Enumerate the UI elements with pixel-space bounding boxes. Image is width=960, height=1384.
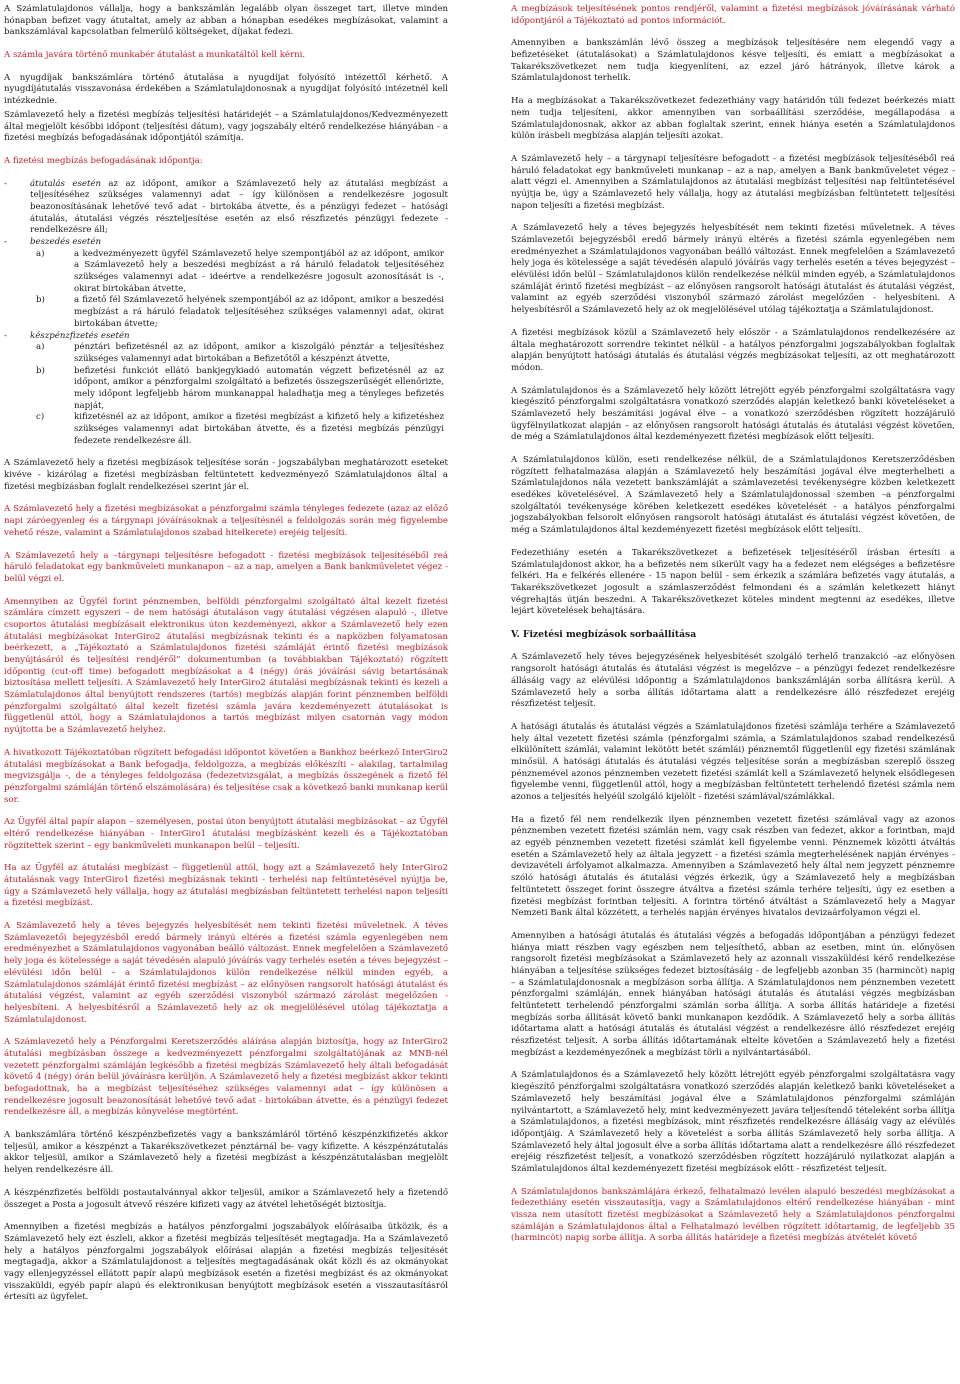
- paragraph-error-correction: A Számlavezető hely a téves bejegyzés helyesbítését nem tekinti fizetési műveletnek. A téves Számlavezetői bejegyzésből eredő bármely irányú eltérés a fizetési számla egyenlegében nem eredményezhet a Számlatulajdonos vagyonában beálló változást. Ennek megfelelően a Számlavezető hely joga és kötelessége a saját tévedésén alapuló jóváírás vagy terhelés esetén a téves bejegyzést – elévülési időn belül – a Számlatulajdonos külön rendelkezése nélkül minden egyéb, a Számlatulajdonos számláját érintő fizetési megbízást – az előnyösen rangsorolt hatósági átutalást és átutalási végzést, valamint az egyéb szerződési viszonyból származó zárolást megelőzően - helyesbíteni. A helyesbítésről a Számlavezető hely az ok megjelölésével utólag tájékoztatja a Számlatulajdonost.: [4, 921, 448, 1025]
- paragraph-debit-date: Ha az Ügyfél az átutalási megbízást – függetlenül attól, hogy azt a Számlavezető hely InterGiro2 átutalásnak vagy InterGiro1 fizetési megbízásnak tekinti - terhelési nap feltüntetésével nyújtja be, úgy a Számlavezető hely vállalja, hogy az átutalási megbízásban feltüntetett terhelési napon teljesíti a fizetési megbízást.: [4, 863, 448, 909]
- paragraph-paper-orders: Az Ügyfél által papír alapon – személyesen, postai úton benyújtott átutalási megbízásokat – az Ügyfél eltérő rendelkezése hiányában - InterGiro1 átutalási megbízásként kezeli és a Tájékoztatóban rögzítettek szerint – egy bankműveleti munkanapon belül – teljesíti.: [4, 817, 448, 851]
- paragraph-official-transfer: A hatósági átutalás és átutalási végzés a Számlatulajdonos fizetési számlája terhére a Számlavezető hely által vezetett fizetési számla (pénzforgalmi számla, a Számlatulajdonos szabad rendelkezésű elkülönített számlái, valamint lekötött betét számlái) pénznemtől függetlenül egy fizetési számlának minősül. A hatósági átutalás és átutalási végzés teljesítése során a megbízásban szereplő összeg pénznemével azonos pénznemben vezetett fizetési számlát kell a Számlavezető helynek elsődlegesen figyelembe venni, függetlenül attól, hogy a megbízásban feltüntetett terhelendő fizetési számla nem azonos a teljesítés helyéül szolgáló kijelölt - fizetési számlával/számlákkal.: [511, 721, 955, 803]
- paragraph-set-off: A Számlatulajdonos külön, eseti rendelkezése nélkül, de a Számlatulajdonos Keretszerződésben rögzített felhatalmazása alapján a Számlavezető hely beszámítási jogával élve megterhelheti a Számlatulajdonos nála vezetett bankszámláját a számlavezetési tevékenységre közben keletkezett esedékes követelésével. A Számlavezető hely a Számlatulajdonossal szemben –a pénzforgalmi szolgáltatói tevékenysége körében keletkezett esedékes követelését - a hatályos pénzforgalmi jogszabályokban felsorolt előnyösen rangsorolt hatósági átutalást és átutalási végzést követően, de még a Számlatulajdonos által kezdeményezett fizetési megbízások előtt teljesíti.: [511, 455, 955, 536]
- sub-item-collection-b: [4, 295, 448, 330]
- receipt-time-list: [4, 179, 448, 448]
- section-heading-queueing: V. Fizetési megbízások sorbaállítása: [511, 628, 697, 640]
- list-marker: -: [4, 178, 7, 189]
- list-item-collection: [4, 237, 448, 249]
- sub-item-cash-a: [4, 342, 448, 365]
- list-item-cash: [4, 331, 448, 343]
- sub-marker: a): [36, 342, 45, 353]
- paragraph-35-day-queue: Amennyiben a hatósági átutalás és átutalási végzés a befogadás időpontjában a pénzügyi fedezet hiánya miatt részben vagy egészben nem teljesíthető, abban az esetben, mint ún. előnyösen rangsorolt fizetési megbízásokat a Számlavezető hely az azonnali visszaküldési kérő rendelkezése hiányában a teljesítése szükséges fedezet biztosításáig - de legfeljebb azonban 35 (harmincöt) napig – a Számlatulajdonosnak a megbízáson sorba állítja. A Számlatulajdonos nem pénznemben vezetett pénzforgalmi számláján, ennek hiányában hatósági átutalás és átutalási végzés megbízásban feltüntetett terhelendő pénzforgalmi számlán sorba állítja. A sorba állítás határideje a fizetési megbízás sorba állítását követő banki munkanapon kezdődik. A Számlavezető hely a sorba állítás időtartama alatt a hatósági átutalás és átutalási végzést a rendelkezésre álló részfedezet erejéig részfizetést teljesít. A sorba állítás időtartamának eltelte követően a Számlavezető hely a fizetési megbízást a kezdeményezőnek a megbízást törli a nyilvántartásából.: [511, 930, 955, 1058]
- list-item-label: készpénzfizetés esetén: [30, 330, 130, 341]
- paragraph-shortfall-notice: Fedezethiány esetén a Takarékszövetkezet a befizetések teljesítéséről írásban értesíti a Számlatulajdonost akkor, ha a befizetés nem sikerült vagy ha a fedezet nem elégséges a befizetésre felkéri. Ha e felkérés ellenére - 15 napon belül - sem érkezik a számlára befizetés vagy átutalás, a Takarékszövetkezet jogosult a számlaszerződést felmondani és a számlán keletkezett hiányt végrehajtás útján beszedni. A Takarékszövetkezet köteles mindent megtenni az esedékes, illetve lejárt követelések behajtására.: [511, 547, 955, 617]
- paragraph-postal-order: A készpénzfizetés belföldi postautalvánnyal akkor teljesül, amikor a Számlavezető hely a fizetendő összeget a Posta a jogosult átvevő részére kifizeti vagy az átvétel lehetőségét biztosítja.: [4, 1187, 448, 1210]
- paragraph-processing-day: A Számlavezető hely – a tárgynapi teljesítésre befogadott - a fizetési megbízások teljesítéséből reá háruló feladatokat egy bankműveleti munkanap – az a nap, amelyen a Bank bankműveletet végez - alatt végzi el. Amennyiben a Számlatulajdonos az átutalási megbízást teljesítési nap feltüntetésével nyújtja be, úgy a Számlavezető hely vállalja, hogy az átutalási megbízásban feltüntetett teljesítési napon teljesíti a fizetési megbízást.: [511, 153, 955, 211]
- paragraph-insufficient-funds: Amennyiben a bankszámlán lévő összeg a megbízások teljesítésére nem elegendő vagy a befizetéseket (átutalásokat) a Számlatulajdonos késve teljesíti, és emiatt a megbízásokat a Takarékszövetkezet nem tudja kiegyenlíteni, az ezzel járó hátrányok, illetve károk a Számlatulajdonost terhelik.: [511, 38, 955, 84]
- paragraph-cash-execution: A bankszámlára történő készpénzbefizetés vagy a bankszámláról történő készpénzkifizetés akkor teljesül, amikor a készpénzt a Takarékszövetkezet pénztárnál be- vagy kifizette. A készpénzátutalás akkor teljesül, amikor a Számlavezető hely a fizetési megbízást a készpénzátutalásban megjelölt helyen rendelkezésre áll.: [4, 1130, 448, 1176]
- list-item-text: az az időpont, amikor a Számlavezető hely az átutalási megbízást a teljesítéséhez szükséges valamennyi adat – így különösen a rendelkezésre jogosult beazonosításának lehetővé tevő adat - birtokába átvette, és a pénzügyi fedezet – hatósági átutalás, átutalási végzés részteljesítése esetén az első részfizetés pénzügyi fedezete - rendelkezésre áll;: [30, 178, 448, 236]
- paragraph-coverage: A Számlavezető hely a fizetési megbízásokat a pénzforgalmi számla tényleges fedezete (azaz az előző napi záróegyenleg és a tárgynapi jóváírásoknak a teljesítésnél a feldolgozás során még figyelembe vehető része, valamint a Számlatulajdonos szabad hitelkerete) erejéig teljesíti.: [4, 504, 448, 538]
- paragraph-refusal: Amennyiben a fizetési megbízás a hatályos pénzforgalmi jogszabályok előírásaiba ütközik, és a Számlavezető hely ezt észleli, akkor a fizetési megbízás teljesítését megtagadja. Ha a Számlavezető hely a hatályos pénzforgalmi jogszabályok előírásai alapján a fizetési megbízás teljesítését megtagadja, akkor a Számlatulajdonost a teljesítés megtagadásának okát közli és az okmányokat vagy ellenjegyzéssel ellátott papír alapú megbízások esetén a fizetési megbízást és az okmányokat visszaküldi, egyéb papír alapú és elektronikusan benyújtott megbízások esetén a visszautasításról értesíti az ügyfelet.: [4, 1222, 448, 1303]
- list-item-label: beszedés esetén: [30, 237, 101, 247]
- sub-item-text: a kedvezményezett ügyfél Számlavezető helye szempontjából az az időpont, amikor a Számlavezető hely a beszedési megbízást a rá háruló feladatok teljesítéséhez szükséges valamennyi adat - ideértve a rendelkezésre jogosult azonosítását is -, okirat birtokában átvette,: [74, 248, 444, 294]
- sub-item-collection-a: [4, 249, 448, 296]
- paragraph-pension-transfer: A nyugdíjak bankszámlára történő átutalása a nyugdíjat folyósító intézettől kérhető. A nyugdíjátutalás visszavonása érdekében a Számlatulajdonosnak a nyugdíjat folyósító intézetnél kell intézkednie.: [4, 72, 448, 107]
- list-item-transfer: [4, 179, 448, 237]
- list-marker: -: [4, 330, 7, 341]
- paragraph-priority-orders: A fizetési megbízások közül a Számlavezető hely először - a Számlatulajdonos rendelkezésére az általa meghatározott sorrendre tekintet nélkül - a hatályos pénzforgalmi jogszabályokban foglaltak alapján benyújtott hatósági átutalás és átutalási végzés megbízásokat teljesíti, az ott meghatározott módon.: [511, 327, 955, 373]
- paragraph-correction-queue: A Számlavezető hely téves bejegyzésének helyesbítését szolgáló terhelő tranzakció –az előnyösen rangsorolt hatósági átutalás és átutalási végzést is megelőzve – a pénzügyi fedezet rendelkezésre állásáig vagy az elévülési időpontig a Számlatulajdonos bankszámláján sorba állításra kerül. A Számlavezető hely a sorba állítás időtartama alatt a rendelkezésre álló részfedezet erejéig részfizetést teljesít.: [511, 652, 955, 710]
- paragraph-same-day: A Számlavezető hely a –tárgynapi teljesítésre befogadott - fizetési megbízások teljesítéséből reá háruló feladatokat egy bankműveleti munkanapon – az a nap, amelyen a Bank bankműveletet végez - belül végzi el.: [4, 550, 448, 584]
- paragraph-wage-transfer: A számla javára történő munkabér átutalást a munkatáltól kell kérni.: [4, 50, 306, 61]
- sub-item-text: a fizető fél Számlavezető helyének szempontjából az az időpont, amikor a beszedési megbízást a rá háruló feladatok teljesítéséhez szükséges valamennyi adat, okirat birtokában átvette;: [74, 295, 444, 329]
- paragraph-bank-claims-queue: A Számlatulajdonos és a Számlavezető hely között létrejött egyéb pénzforgalmi szolgáltatásra vagy kiegészítő pénzforgalmi szolgáltatásra vonatkozó szerződés alapján keletkező banki követeléseket a Számlavezető hely beszámítási jogával élve a Számlatulajdonos pénzforgalmi számláján nyilvántartott, a Számlavezető hely, mint kedvezményezett javára teljesítendő tételeként sorba állítja a Számlatulajdonos, a fizetési megbízások, mint részfizetés rendelkezésre állásáig vagy az elévülés időpontjáig. A Számlavezető hely a követelést a sorba állítás Számlavezető hely sorba állítja. A Számlavezető hely által jogosult élve a sorba állítás időtartama alatt a rendelkezésre álló részfedezet erejéig részfizetést teljesít, a vonatkozó szerződésben rögzített hozzájáruló nyilatkozat alapján a Számlatulajdonos által kezdeményezett fizetési megbízások előtt - részfizetést teljesít.: [511, 1070, 955, 1174]
- sub-marker: b): [36, 365, 45, 376]
- paragraph-four-hour-credit: A Számlavezető hely a Pénzforgalmi Keretszerződés aláírása alapján biztosítja, hogy az InterGiro2 átutalási megbízásban összege a kedvezményezett pénzforgalmi szolgáltatójának az MNB-nél vezetett pénzforgalmi számláján legkésőbb a fizetési megbízás Számlavezető hely általi befogadását követő 4 (négy) órán belül jóváírásra kerüljön. A Számlavezető hely a fizetési megbízást akkor tekinti befogadottnak, ha a megbízást teljesítéséhez szükséges valamennyi adat – így különösen a rendelkezésre jogosult beazonosítását lehetővé tevő adat - birtokában átvette, és a pénzügyi fedezet rendelkezésre áll, a megbízás könyvelése megtörtént.: [4, 1037, 448, 1118]
- paragraph-execution-basis: A Számlavezető hely a fizetési megbízások teljesítése során - jogszabályban meghatározott eseteket kivéve - kizárólag a fizetési megbízásban feltüntetett kedvezményező Számlatulajdonos által a fizetési megbízásban foglalt rendelkezései szerint jár el.: [4, 458, 448, 492]
- right-column: [511, 4, 955, 1256]
- paragraph-balance-obligation: A Számlatulajdonos vállalja, hogy a bankszámlán legalább olyan összeget tart, illetve minden hónapban befizet vagy átutaltat, amely az abban a hónapban esedékes megbízásokat, valamint a bankszámlával kapcsolatban felmerülő költségeket, díjakat fedezi.: [4, 4, 448, 38]
- sub-item-text: befizetési funkciót ellátó bankjegykiadó automatán végzett befizetésnél az az időpont, amikor a pénzforgalmi szolgáltató a befizetés összegszerűségét ellenőrizte, mely időpont legfeljebb három munkanappal haladhatja meg a tényleges befizetés napját,: [74, 365, 444, 411]
- paragraph-bank-claims: A Számlatulajdonos és a Számlavezető hely között létrejött egyéb pénzforgalmi szolgáltatásra vagy kiegészítő pénzforgalmi szolgáltatásra vonatkozó szerződés alapján keletkező banki követeléseket a Számlavezető hely beszámítási jogával élve – a vonatkozó szerződésben rögzített hozzájáruló ügyfélnyilatkozat alapján – az előnyösen rangsorolt hatósági átutalás és átutalási végzést követően, de még a Számlatulajdonos által kezdeményezett fizetési megbízások előtt teljesíti.: [511, 385, 955, 443]
- sub-marker: c): [36, 412, 45, 423]
- left-column: [4, 4, 448, 1315]
- paragraph-intergiro2: Amennyiben az Ügyfél forint pénznemben, belföldi pénzforgalmi szolgáltató által kezelt fizetési számlára címzett egyszeri – de nem hatósági átutaláson vagy átutalási végzésen alapuló -, illetve csoportos átutalási megbízásait elektronikus úton kezdeményezi, akkor a Számlavezető hely ezen átutalási megbízásokat InterGiro2 átutalási megbízásnak tekinti és a napközben folyamatosan beérkezett, a „Tájékoztató a Számlatulajdonos fizetési számláját érintő fizetési megbízások benyújtásáról és teljesítési rendjéről” dokumentumban (a továbbiakban Tájékoztató) rögzített időpontig (cut-off time) befogadott megbízásokat a 4 (négy) órás jóváírási sávig betartásának biztosítása mellett teljesíti. A Számlavezető hely InterGiro2 átutalási megbízásnak tekinti és kezeli a Számlatulajdonos által benyújtott rendszeres (tartós) megbízás alapján forint pénznemben belföldi pénzforgalmi szolgáltató által kezelt fizetési számla javára kezdeményezett átutalásokat is függetlenül attól, hogy a Számlatulajdonos a tartós megbízást milyen csatornán vagy módon nyújtotta be a Számlavezető helyhez.: [4, 596, 448, 736]
- paragraph-queueing-agreement: Ha a megbízásokat a Takarékszövetkezet fedezethiány vagy határidőn túli fedezet beérkezés miatt nem tudja teljesíteni, akkor amennyiben van sorbaállítási szerződése, megállapodása a Számlatulajdonosnak, akkor az abban foglaltak szerint, ennek hiánya esetén a Számlatulajdonos külön írásbeli megbízása alapján teljesíti azokat.: [511, 96, 955, 142]
- sub-item-text: kifizetésnél az az időpont, amikor a fizetési megbízást a kifizető hely a kifizetéshez szükséges valamennyi adat birtokában átvette, és a fizetési megbízás pénzügyi fedezete rendelkezésre áll.: [74, 412, 444, 446]
- sub-item-cash-c: [4, 412, 448, 447]
- list-marker: -: [4, 237, 7, 247]
- paragraph-schedule-info: A megbízások teljesítésének pontos rendjéről, valamint a fizetési megbízások jóváírásának várható időpontjáról a Tájékoztató ad pontos információt.: [511, 4, 955, 26]
- sub-item-text: pénztári befizetésnél az az időpont, amikor a kiszolgáló pénztár a teljesítéshez szükséges valamennyi adat birtokában a Befizetőtől a készpénzt átvette,: [74, 342, 444, 364]
- paragraph-direct-debit-queue: A Számlatulajdonos bankszámlájára érkező, felhatalmazó levélen alapuló beszedési megbízásokat a fedezethiány esetén visszautasítja, vagy a Számlatulajdonos eltérő rendelkezése hiányában - mint vissza nem utasított fizetési megbízásokat a Számlavezető hely a Számlatulajdonos pénzforgalmi számláján a Számlatulajdonos által a Felhatalmazó levélben rögzített időtartamig, de legfeljebb 35 (harmincöt) napig sorba állítja. A sorba állítás határideje a fizetési megbízás átvételét követő: [511, 1186, 955, 1244]
- sub-item-cash-b: [4, 366, 448, 413]
- list-item-label: átutalás esetén: [30, 178, 102, 189]
- sub-marker: a): [36, 248, 45, 259]
- paragraph-currency-conversion: Ha a fizető fél nem rendelkezik ilyen pénznemben vezetett fizetési számlával vagy az azonos pénznemben vezetett fizetési számlán nem, vagy csak részben van fedezet, akkor a forintban, majd az egyéb pénznemben vezetett fizetési számlát kell figyelembe venni. Pénznemek közötti átváltás esetén a Számlavezető hely az általa jegyzett - a fizetési számla megterhelésének napján érvényes - devizavételi árfolyamot alkalmazza. Amennyiben a Számlavezető hely által nem jegyzett pénznemre szóló hatósági átutalás és átutalási végzés érkezik, úgy a Számlavezető hely a megbízásban feltüntetett összeget forint összegre átváltva a fizetési számla terhére teljesíti, úgy ez esetben a fizetési megbízást forintban teljesíti. A forintra történő átváltást a Számlavezető hely a Magyar Nemzeti Bank által közzétett, a terhelés napján érvényes hivatalos devizaárfolyamon végzi el.: [511, 814, 955, 919]
- paragraph-execution-deadline: Számlavezető hely a fizetési megbízás teljesítési határidejét – a Számlatulajdonos/Kedvezményezett által megjelölt későbbi időpont (teljesítési dátum), vagy jogszabály eltérő rendelkezése hiányában - a fizetési megbízás befogadásának időpontjától számítja.: [4, 109, 448, 144]
- paragraph-error-correction-right: A Számlavezető hely a téves bejegyzés helyesbítését nem tekinti fizetési műveletnek. A téves Számlavezetői bejegyzésből eredő bármely irányú eltérés a fizetési számla egyenlegében nem eredményezhet a Számlatulajdonos vagyonában beálló változást. Ennek megfelelően a Számlavezető hely joga és kötelessége a saját tévedésén alapuló jóváírás vagy terhelés esetén a téves bejegyzést – elévülési időn belül – Számlatulajdonos külön rendelkezése nélkül minden egyéb, a Számlatulajdonos számláját érintő fizetési megbízást – az előnyösen rangsorolt hatósági átutalást és átutalási végzést, valamint az egyéb szerződési viszonyból származó zárolást megelőzően - helyesbíteni. A helyesbítésről a Számlavezető hely az ok megjelölésével utólag tájékoztatja a Számlatulajdonost.: [511, 223, 955, 316]
- paragraph-receipt-time-intro: A fizetési megbízás befogadásának időpontja:: [4, 155, 203, 166]
- sub-marker: b): [36, 295, 45, 306]
- paragraph-late-receipt: A hivatkozott Tájékoztatóban rögzített befogadási időpontot követően a Bankhoz beérkező InterGiro2 átutalási megbízásokat a Bank befogadja, feldolgozza, a megbízás előkészíti – alakilag, tartalmilag megvizsgálja -, de a tényleges feldolgozása (fedezetvizsgálat, a megbízás összegének a fizető fél pénzforgalmi számláján történő elszámolására) és teljesítése csak a következő banki munkanap kerül sor.: [4, 747, 448, 805]
